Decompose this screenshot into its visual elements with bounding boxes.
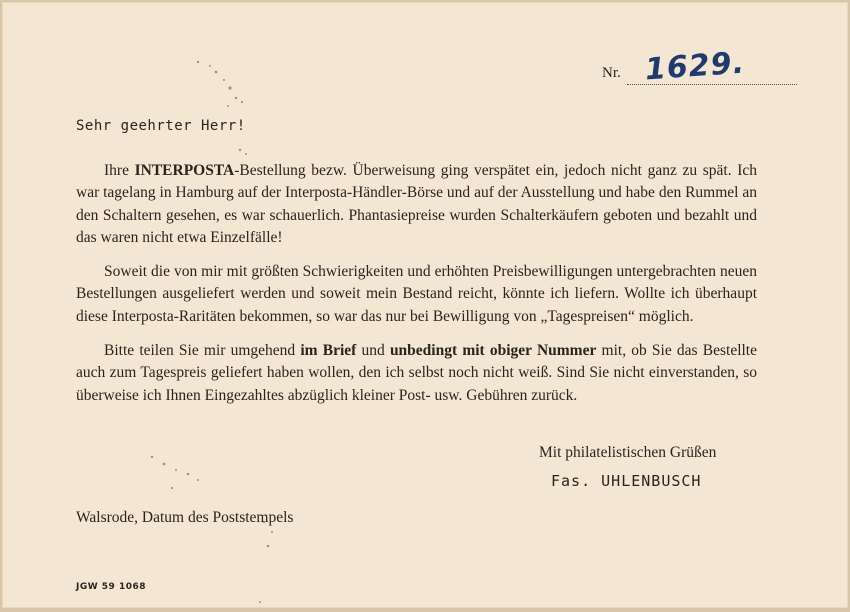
nummer-emphasis: unbedingt mit obiger Nummer	[389, 342, 597, 360]
paragraph-1-text: Ihre	[104, 162, 135, 179]
paragraph-3-und: und	[356, 342, 390, 360]
paragraph-2: Soweit die von mir mit größten Schwierigkeiten und erhöhten Preisbewilligungen untergebrachten neuen Bestellungen ausgeliefert werden und soweit mein Bestand reicht, könnte ich liefern. Wollte ich überhaupt diese Interposta-Raritäten bekommen, so war das nur bei Bewilligung von „Tagespreisen“ möglich.	[76, 263, 757, 325]
order-number-handwritten: 1629.	[643, 45, 746, 88]
order-number	[602, 45, 797, 88]
interposta-emphasis: INTERPOSTA	[134, 162, 235, 179]
paragraph-3-rest: mit, ob Sie das Bestellte auch zum Tagespreis geliefert haben wollen, den ich selbst noch nicht weiß. Sind Sie nicht einverstanden, so überweise ich Ihnen Eingezahltes abzüglich kleiner Post- usw. Gebühren zurück.	[76, 342, 757, 404]
letter-body	[76, 160, 757, 419]
print-code: JGW 59 1068	[76, 582, 147, 592]
closing-greeting: Mit philatelistischen Grüßen	[539, 444, 717, 461]
salutation: Sehr geehrter Herr!	[76, 118, 246, 134]
im-brief-emphasis: im Brief	[300, 342, 357, 360]
signature: Fas. UHLENBUSCH	[551, 472, 702, 490]
order-number-line	[627, 45, 797, 88]
paragraph-3-text: Bitte teilen Sie mir umgehend	[104, 342, 301, 360]
order-number-label: Nr.	[602, 65, 621, 81]
paragraph-3	[76, 340, 757, 407]
place-date: Walsrode, Datum des Poststempels	[76, 509, 294, 526]
paragraph-1-rest: -Bestellung bezw. Überweisung ging verspätet ein, jedoch nicht ganz zu spät. Ich war tagelang in Hamburg auf der Interposta-Händler-Börse und auf der Ausstellung und habe den Rummel an den Schaltern gesehen, es war schauerlich. Phantasiepreise wurden Schalterkäufern geboten und bezahlt und das waren nicht etwa Einzelfälle!	[76, 162, 758, 246]
postcard	[2, 2, 848, 608]
paragraph-1	[76, 160, 757, 249]
